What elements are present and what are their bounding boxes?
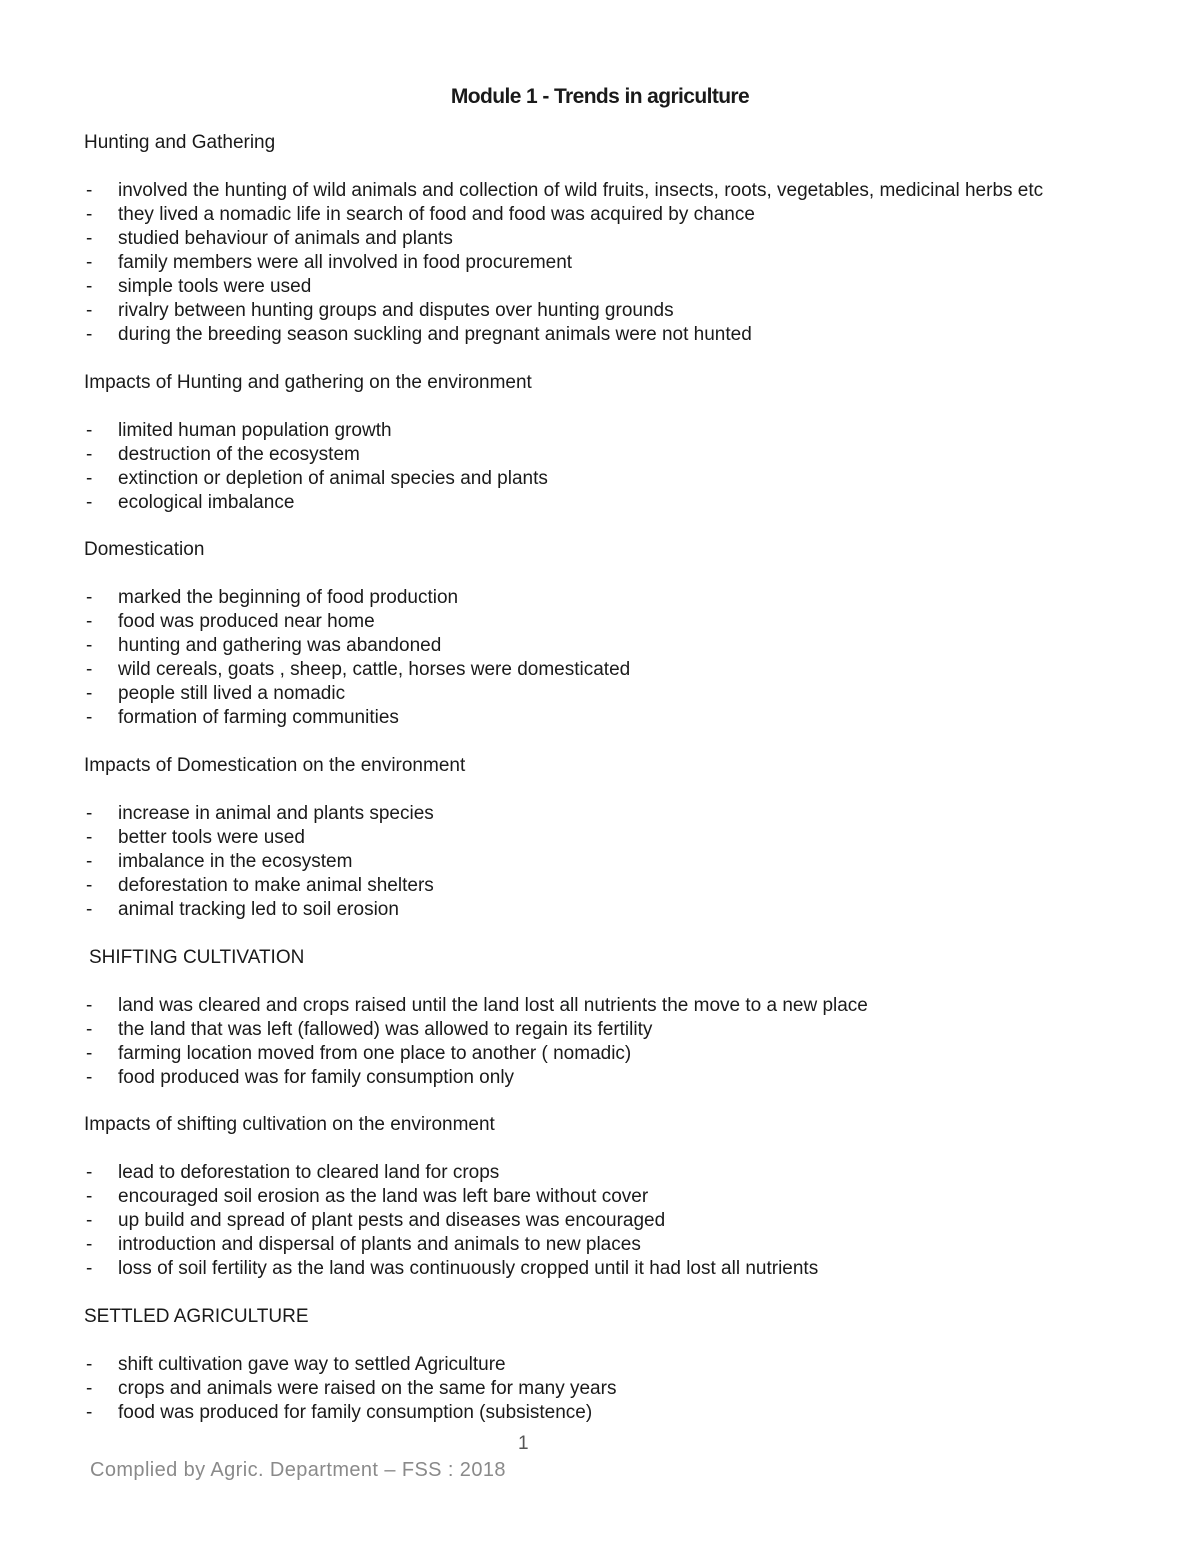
bullet-dash: -: [86, 1019, 93, 1040]
bullet-list-domestication: [84, 586, 630, 730]
bullet-dash: -: [86, 659, 93, 680]
section-heading-impacts-hunting: Impacts of Hunting and gathering on the environment: [84, 372, 532, 393]
list-item: - encouraged soil erosion as the land was left bare without cover: [86, 1186, 649, 1207]
section-heading-impacts-domestication: Impacts of Domestication on the environment: [84, 755, 466, 776]
bullet-dash: -: [86, 300, 93, 321]
bullet-list-impacts-hunting: [84, 419, 548, 515]
list-item: - rivalry between hunting groups and disputes over hunting grounds: [86, 300, 674, 321]
list-item: - food was produced for family consumption (subsistence): [86, 1402, 593, 1423]
bullet-dash: -: [86, 1210, 93, 1231]
bullet-dash: -: [86, 1378, 93, 1399]
bullet-dash: -: [86, 683, 93, 704]
bullet-dash: -: [86, 1186, 93, 1207]
bullet-dash: -: [86, 420, 93, 441]
bullet-dash: -: [86, 1354, 93, 1375]
list-item: - the land that was left (fallowed) was allowed to regain its fertility: [86, 1019, 653, 1040]
bullet-dash: -: [86, 1043, 93, 1064]
list-item: - introduction and dispersal of plants and animals to new places: [86, 1234, 641, 1255]
list-item: - better tools were used: [86, 827, 305, 848]
section-heading-shifting-cultivation: SHIFTING CULTIVATION: [89, 947, 305, 968]
list-item: - imbalance in the ecosystem: [86, 851, 353, 872]
bullet-dash: -: [86, 1258, 93, 1279]
page-number: 1: [518, 1433, 529, 1454]
bullet-dash: -: [86, 276, 93, 297]
bullet-dash: -: [86, 1067, 93, 1088]
bullet-list-settled-agriculture: [84, 1353, 616, 1425]
list-item: - animal tracking led to soil erosion: [86, 899, 399, 920]
list-item: - extinction or depletion of animal species and plants: [86, 468, 548, 489]
section-heading-hunting-gathering: Hunting and Gathering: [84, 132, 276, 153]
list-item: - simple tools were used: [86, 276, 312, 297]
bullet-dash: -: [86, 635, 93, 656]
list-item: - formation of farming communities: [86, 707, 399, 728]
list-item: - hunting and gathering was abandoned: [86, 635, 442, 656]
list-item: - increase in animal and plants species: [86, 803, 434, 824]
bullet-list-shifting-cultivation: [84, 994, 868, 1090]
list-item: - limited human population growth: [86, 420, 392, 441]
bullet-dash: -: [86, 587, 93, 608]
list-item: - farming location moved from one place to another ( nomadic): [86, 1043, 632, 1064]
bullet-dash: -: [86, 180, 93, 201]
bullet-list-impacts-shifting: [84, 1161, 818, 1281]
list-item: - during the breeding season suckling and pregnant animals were not hunted: [86, 324, 752, 345]
bullet-dash: -: [86, 851, 93, 872]
bullet-dash: -: [86, 707, 93, 728]
bullet-dash: -: [86, 803, 93, 824]
bullet-dash: -: [86, 468, 93, 489]
list-item: - wild cereals, goats , sheep, cattle, horses were domesticated: [86, 659, 631, 680]
list-item: - people still lived a nomadic: [86, 683, 346, 704]
bullet-dash: -: [86, 827, 93, 848]
list-item: - involved the hunting of wild animals and collection of wild fruits, insects, roots, vegetables, medicinal herbs etc: [86, 180, 1044, 201]
list-item: - marked the beginning of food production: [86, 587, 459, 608]
list-item: - family members were all involved in food procurement: [86, 252, 573, 273]
list-item: - lead to deforestation to cleared land for crops: [86, 1162, 500, 1183]
bullet-list-hunting-gathering: [84, 179, 1043, 347]
list-item: - shift cultivation gave way to settled Agriculture: [86, 1354, 506, 1375]
bullet-dash: -: [86, 204, 93, 225]
document-title: Module 1 - Trends in agriculture: [450, 85, 750, 108]
bullet-dash: -: [86, 444, 93, 465]
list-item: - studied behaviour of animals and plants: [86, 228, 453, 249]
page-footer: Complied by Agric. Department – FSS : 2018: [90, 1459, 506, 1481]
bullet-dash: -: [86, 1234, 93, 1255]
bullet-list-impacts-domestication: [84, 802, 434, 922]
list-item: - loss of soil fertility as the land was continuously cropped until it had lost all nutrients: [86, 1258, 819, 1279]
list-item: - deforestation to make animal shelters: [86, 875, 434, 896]
section-heading-settled-agriculture: SETTLED AGRICULTURE: [84, 1306, 309, 1327]
list-item: - they lived a nomadic life in search of food and food was acquired by chance: [86, 204, 755, 225]
bullet-dash: -: [86, 228, 93, 249]
list-item: - crops and animals were raised on the same for many years: [86, 1378, 617, 1399]
list-item: - food produced was for family consumption only: [86, 1067, 515, 1088]
list-item: - ecological imbalance: [86, 492, 295, 513]
bullet-dash: -: [86, 1162, 93, 1183]
bullet-dash: -: [86, 899, 93, 920]
bullet-dash: -: [86, 492, 93, 513]
list-item: - land was cleared and crops raised until the land lost all nutrients the move to a new place: [86, 995, 868, 1016]
bullet-dash: -: [86, 995, 93, 1016]
bullet-dash: -: [86, 875, 93, 896]
bullet-dash: -: [86, 252, 93, 273]
bullet-dash: -: [86, 611, 93, 632]
list-item: - destruction of the ecosystem: [86, 444, 360, 465]
list-item: - food was produced near home: [86, 611, 375, 632]
bullet-dash: -: [86, 324, 93, 345]
section-heading-domestication: Domestication: [84, 539, 205, 560]
bullet-dash: -: [86, 1402, 93, 1423]
section-heading-impacts-shifting: Impacts of shifting cultivation on the environment: [84, 1114, 495, 1135]
list-item: - up build and spread of plant pests and diseases was encouraged: [86, 1210, 666, 1231]
